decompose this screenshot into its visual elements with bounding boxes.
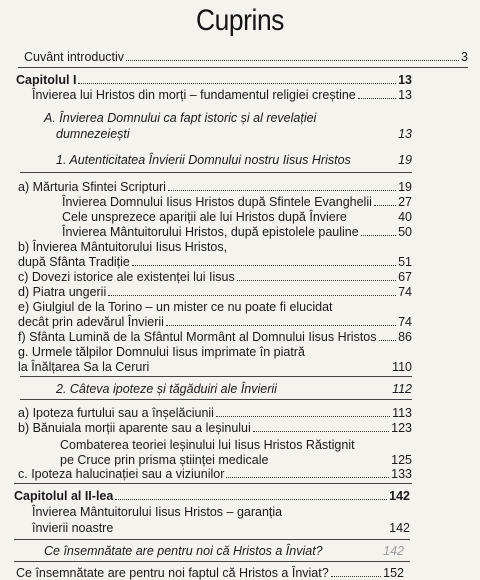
toc-entry[interactable]: [32, 521, 410, 535]
toc-entry-page: 142: [389, 489, 410, 503]
dot-leader: [379, 340, 397, 341]
toc-entry-title: 2. Câteva ipoteze și tăgăduiri ale Învierii: [56, 382, 277, 396]
section-divider: [18, 67, 468, 68]
dot-leader: [132, 137, 396, 138]
toc-entry[interactable]: [62, 195, 412, 209]
toc-entry-page: 51: [398, 255, 412, 269]
dot-leader: [151, 370, 390, 371]
toc-entry-page: 74: [398, 285, 412, 299]
section-divider: [20, 376, 412, 377]
toc-entry-page: 113: [392, 406, 412, 420]
toc-entry-title: b) Bănuiala morții aparente sau a leșinului: [18, 421, 251, 435]
toc-entry-page: 27: [398, 195, 412, 209]
toc-entry-title: b) Învierea Mântuitorului Iisus Hristos,: [18, 240, 228, 254]
toc-entry-page: 13: [398, 88, 412, 102]
section-divider: [14, 483, 412, 484]
toc-entry-page: 40: [398, 210, 412, 224]
toc-entry-title: g. Urmele tălpilor Domnului Iisus imprimate în piatră: [18, 345, 305, 359]
toc-entry-title: c) Dovezi istorice ale existenței lui Iisus: [18, 270, 235, 284]
toc-entry-title-line2: după Sfânta Tradiție: [18, 255, 130, 269]
section-divider: [20, 399, 412, 400]
section-divider: [14, 561, 410, 562]
toc-entry-title: Ce însemnătate are pentru noi că Hristos a Înviat?: [44, 544, 323, 558]
toc-entry-title-line2: decât prin adevărul Învierii: [18, 315, 164, 329]
toc-entry[interactable]: [16, 566, 404, 580]
dot-leader: [216, 416, 390, 417]
toc-entry-title-line2: la Înălțarea Sa la Ceruri: [18, 360, 150, 374]
toc-entry-page: 123: [391, 421, 412, 435]
toc-entry[interactable]: [18, 315, 412, 329]
dot-leader: [279, 392, 390, 393]
dot-leader: [353, 163, 396, 164]
dot-leader: [115, 499, 387, 500]
toc-entry[interactable]: [60, 453, 412, 467]
toc-entry[interactable]: [18, 255, 412, 269]
toc-entry-page: 112: [392, 382, 412, 396]
toc-entry-title-line2: învierii noastre: [32, 521, 114, 535]
toc-entry-title: a) Mărturia Sfintei Scripturi: [18, 180, 166, 194]
dot-leader: [358, 98, 396, 99]
toc-entry-title: Învierea Mântuitorului Iisus Hristos – garanția: [32, 505, 283, 519]
dot-leader: [349, 220, 396, 221]
toc-entry[interactable]: [62, 210, 412, 224]
toc-entry-page: 86: [398, 330, 412, 344]
section-divider: [14, 539, 410, 540]
toc-entry-title: d) Piatra ungerii: [18, 285, 107, 299]
toc-entry-page: 13: [398, 73, 412, 87]
toc-entry-title: c. Ipoteza halucinației sau a viziunilor: [18, 467, 225, 481]
toc-entry-page: 13: [398, 127, 412, 141]
dot-leader: [108, 295, 396, 296]
toc-entry[interactable]: [18, 330, 412, 344]
toc-entry-page: 152: [383, 566, 404, 580]
toc-entry-title: Învierea Mântuitorului Hristos, după epistolele pauline: [62, 225, 359, 239]
toc-entry-page: 19: [398, 153, 412, 167]
toc-entry-title: Învierea Domnului Iisus Hristos după Sfintele Evanghelii: [62, 195, 372, 209]
section-divider: [20, 172, 412, 173]
toc-entry-page: 142: [383, 544, 404, 558]
toc-entry-title: Învierea lui Hristos din morți – fundamentul religiei creștine: [32, 88, 356, 102]
toc-entry[interactable]: [56, 153, 412, 167]
toc-entry[interactable]: [62, 225, 412, 239]
toc-entry-title: 1. Autenticitatea Învierii Domnului nostru Iisus Hristos: [56, 153, 351, 167]
toc-entry-title: e) Giulgiul de la Torino – un mister ce nu poate fi elucidat: [18, 300, 333, 314]
dot-leader: [237, 280, 396, 281]
toc-entry[interactable]: [56, 127, 412, 141]
dot-leader: [132, 265, 396, 266]
toc-entry-title: f) Sfânta Lumină de la Sfântul Mormânt al Domnului Iisus Hristos: [18, 330, 377, 344]
toc-entry[interactable]: [18, 270, 412, 284]
dot-leader: [325, 554, 382, 555]
toc-entry-title: Cele unsprezece apariții ale lui Hristos după Înviere: [62, 210, 347, 224]
toc-entry-title-line2: dumnezeiești: [56, 127, 130, 141]
toc-entry[interactable]: [18, 360, 412, 374]
dot-leader: [374, 205, 396, 206]
toc-entry-title: Ce însemnătate are pentru noi faptul că Hristos a Înviat?: [16, 566, 329, 580]
toc-entry[interactable]: [18, 180, 412, 194]
toc-entry-title: Cuvânt introductiv: [24, 50, 125, 64]
dot-leader: [331, 576, 381, 577]
toc-entry[interactable]: [18, 285, 412, 299]
toc-entry[interactable]: [24, 50, 468, 64]
dot-leader: [361, 235, 396, 236]
toc-entry-page: 50: [398, 225, 412, 239]
toc-entry-title: Combaterea teoriei leșinului lui Iisus Hristos Răstignit: [60, 438, 355, 452]
toc-entry-page: 74: [398, 315, 412, 329]
dot-leader: [78, 83, 396, 84]
toc-entry[interactable]: [18, 406, 412, 420]
toc-entry-page: 133: [391, 467, 412, 481]
toc-entry[interactable]: [18, 421, 412, 435]
toc-chapter[interactable]: [14, 489, 410, 503]
toc-entry[interactable]: [32, 88, 412, 102]
toc-entry-page: 125: [391, 453, 412, 467]
dot-leader: [115, 531, 387, 532]
toc-entry[interactable]: [18, 467, 412, 481]
toc-entry-title-line2: pe Cruce prin prisma științei medicale: [60, 453, 269, 467]
toc-entry-title: A. Învierea Domnului ca fapt istoric și al revelației: [44, 111, 317, 125]
toc-entry-page: 110: [392, 360, 412, 374]
toc-entry-page: 142: [389, 521, 410, 535]
page-title: Cuprins: [196, 4, 284, 37]
toc-entry-title: Capitolul I: [16, 73, 77, 87]
dot-leader: [166, 325, 396, 326]
dot-leader: [126, 60, 459, 61]
toc-entry-title: Capitolul al II-lea: [14, 489, 114, 503]
dot-leader: [253, 431, 389, 432]
toc-chapter[interactable]: [16, 73, 412, 87]
dot-leader: [168, 190, 396, 191]
toc-entry-title: a) Ipoteza furtului sau a înșelăciunii: [18, 406, 214, 420]
dot-leader: [226, 477, 389, 478]
dot-leader: [270, 463, 389, 464]
toc-entry-page: 67: [398, 270, 412, 284]
toc-entry[interactable]: [44, 544, 404, 558]
toc-entry-page: 3: [461, 50, 468, 64]
toc-entry-page: 19: [398, 180, 412, 194]
toc-entry[interactable]: [56, 382, 412, 396]
